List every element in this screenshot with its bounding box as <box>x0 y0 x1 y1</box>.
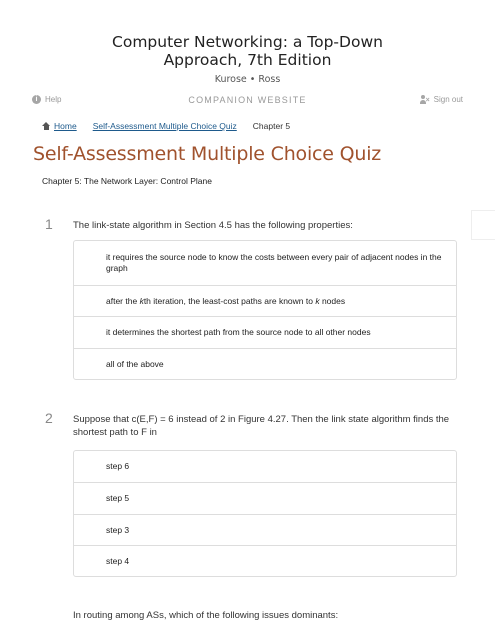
breadcrumb-home-link[interactable]: Home <box>54 121 77 131</box>
book-header <box>0 0 495 85</box>
help-label: Help <box>45 95 62 104</box>
question-number: 1 <box>45 216 53 232</box>
choice-1c[interactable]: it determines the shortest path from the source node to all other nodes <box>74 316 456 348</box>
breadcrumb-quiz-link[interactable]: Self-Assessment Multiple Choice Quiz <box>92 121 237 131</box>
companion-website-label: COMPANION WEBSITE <box>188 95 307 105</box>
choice-1d[interactable]: all of the above <box>74 348 456 379</box>
choice-1a[interactable]: it requires the source node to know the costs between every pair of adjacent nodes in the graph <box>106 252 442 273</box>
info-circle-icon: i <box>32 95 41 104</box>
breadcrumb-current: Chapter 5 <box>252 121 291 131</box>
choice-list <box>73 450 457 577</box>
breadcrumb <box>42 121 290 131</box>
question-text: The link-state algorithm in Section 4.5 has the following properties: <box>73 220 353 231</box>
question-text: Suppose that c(E,F) = 6 instead of 2 in Figure 4.27. Then the link state algorithm finds the shortest path to F in <box>73 414 450 438</box>
sign-out-link[interactable] <box>420 95 463 104</box>
choice-2a[interactable]: step 6 <box>106 461 130 471</box>
choice-1b[interactable] <box>74 285 456 316</box>
choice-list <box>73 240 457 380</box>
sign-out-label: Sign out <box>433 95 463 104</box>
chapter-label: Chapter 5: The Network Layer: Control Plane <box>42 176 212 186</box>
home-icon <box>42 122 50 130</box>
page-title: Self-Assessment Multiple Choice Quiz <box>33 143 382 165</box>
choice-1b-text: after the kth iteration, the least-cost paths are known to k nodes <box>106 295 346 306</box>
question-number: 2 <box>45 410 53 426</box>
user-x-icon: × <box>420 95 431 104</box>
choice-2d[interactable]: step 4 <box>74 545 456 576</box>
side-tab[interactable] <box>471 210 495 240</box>
top-bar <box>32 95 463 109</box>
book-title: Computer Networking: a Top-Down Approach, 7th Edition <box>112 33 383 69</box>
choice-2b[interactable]: step 5 <box>74 482 456 514</box>
choice-2c[interactable]: step 3 <box>74 514 456 545</box>
book-authors: Kurose • Ross <box>214 74 281 85</box>
next-question-text: In routing among ASs, which of the following issues dominants: <box>73 610 339 621</box>
